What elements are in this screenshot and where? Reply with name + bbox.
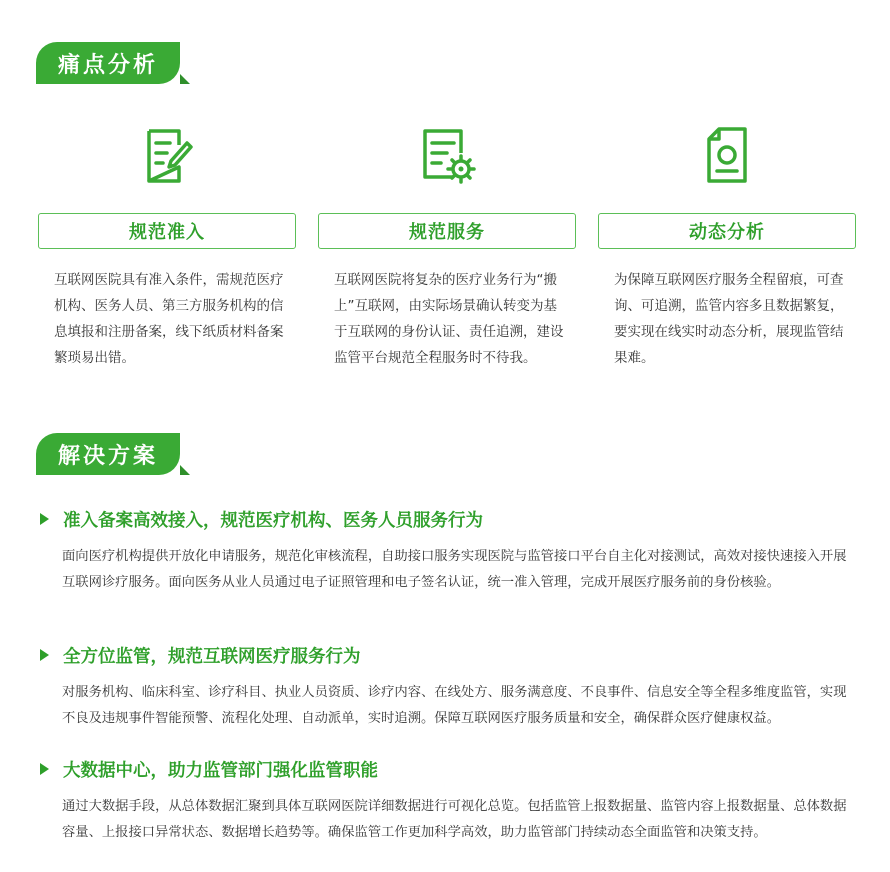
- edit-document-icon: [137, 125, 197, 185]
- pain-title-box: [38, 213, 296, 249]
- solution-title-text: 准入备案高效接入，规范医疗机构、医务人员服务行为: [63, 510, 483, 531]
- solution-section-heading: [36, 433, 180, 475]
- pain-title: 规范服务: [409, 222, 485, 243]
- pain-title-box: [318, 213, 576, 249]
- solution-title-text: 大数据中心，助力监管部门强化监管职能: [63, 760, 378, 781]
- heading-corner-decoration: [180, 465, 190, 475]
- triangle-bullet-icon: [40, 513, 49, 525]
- solution-heading-text: 解决方案: [58, 443, 159, 469]
- pain-description: 互联网医院将复杂的医疗业务行为“搬上”互联网，由实际场景确认转变为基于互联网的身份认证、责任追溯，建设监管平台规范全程服务时不待我。: [334, 272, 564, 366]
- solution-description: 通过大数据手段，从总体数据汇聚到具体互联网医院详细数据进行可视化总览。包括监管上报数据量、监管内容上报数据量、总体数据容量、上报接口异常状态、数据增长趋势等。确保监管工作更加科学高效，助力监管部门持续动态全面监管和决策支持。: [62, 799, 847, 840]
- solution-title: [40, 642, 852, 668]
- triangle-bullet-icon: [40, 649, 49, 661]
- pain-section-heading: [36, 42, 180, 84]
- solution-title: [40, 506, 852, 532]
- pain-column-analysis: [598, 125, 856, 371]
- pain-column-access: [38, 125, 296, 371]
- document-settings-icon: [417, 125, 477, 185]
- pain-title: 规范准入: [129, 222, 205, 243]
- triangle-bullet-icon: [40, 763, 49, 775]
- pain-description: 互联网医院具有准入条件，需规范医疗机构、医务人员、第三方服务机构的信息填报和注册备案，线下纸质材料备案繁琐易出错。: [54, 272, 284, 366]
- solution-description: 对服务机构、临床科室、诊疗科目、执业人员资质、诊疗内容、在线处方、服务满意度、不良事件、信息安全等全程多维度监管，实现不良及违规事件智能预警、流程化处理、自动派单，实时追溯。保障互联网医疗服务质量和安全，确保群众医疗健康权益。: [62, 685, 847, 726]
- pain-description: 为保障互联网医疗服务全程留痕，可查询、可追溯，监管内容多且数据繁复，要实现在线实时动态分析，展现监管结果难。: [614, 272, 844, 366]
- document-search-icon: [697, 125, 757, 185]
- solution-item: [40, 506, 852, 596]
- solution-title: [40, 756, 852, 782]
- heading-corner-decoration: [180, 74, 190, 84]
- pain-title-box: [598, 213, 856, 249]
- solution-description: 面向医疗机构提供开放化申请服务，规范化审核流程，自助接口服务实现医院与监管接口平台自主化对接测试，高效对接快速接入开展互联网诊疗服务。面向医务从业人员通过电子证照管理和电子签名认证，统一准入管理，完成开展医疗服务前的身份核验。: [62, 549, 847, 590]
- pain-title: 动态分析: [689, 222, 765, 243]
- solution-item: [40, 642, 852, 732]
- solution-item: [40, 756, 852, 846]
- pain-column-service: [318, 125, 576, 371]
- solution-title-text: 全方位监管，规范互联网医疗服务行为: [63, 646, 361, 667]
- pain-heading-text: 痛点分析: [58, 52, 159, 78]
